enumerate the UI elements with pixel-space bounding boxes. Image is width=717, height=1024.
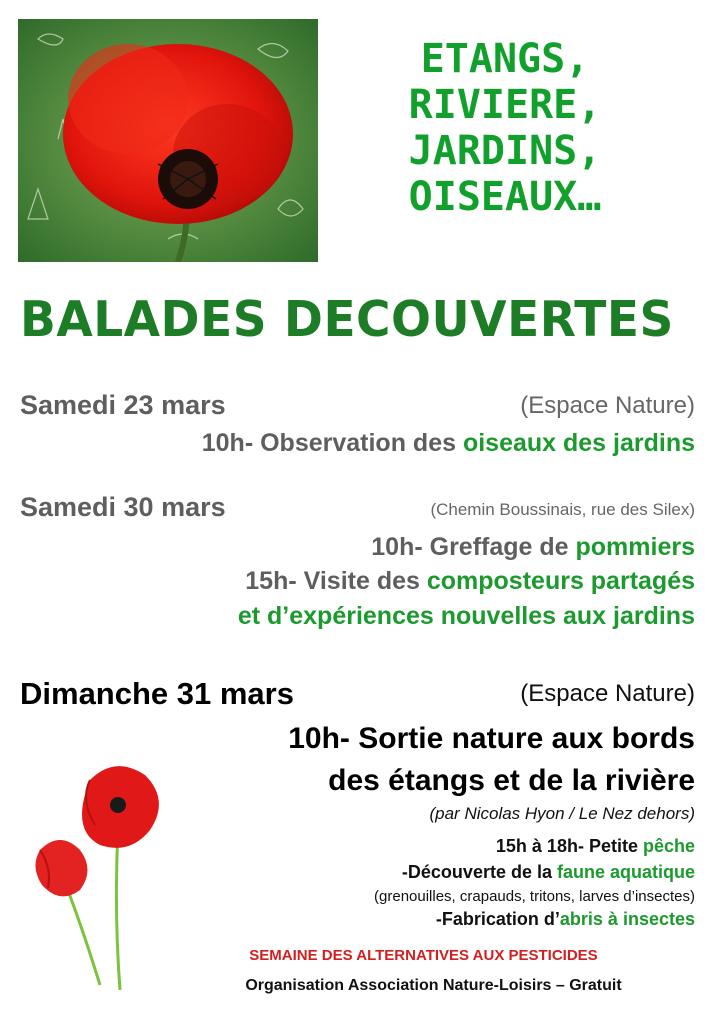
event-line: [202, 429, 695, 458]
event-line-highlight: oiseaux des jardins: [462, 429, 695, 457]
event-day: Samedi 23 mars: [20, 390, 226, 420]
event-place: (Espace Nature): [520, 392, 695, 419]
headline-line: ETANGS,: [420, 36, 590, 82]
page-title: BALADES DECOUVERTES: [20, 291, 674, 348]
organisation-line: Organisation Association Nature-Loisirs – Gratuit: [245, 977, 622, 994]
event-sub-highlight: abris à insectes: [559, 909, 695, 929]
headline-line: JARDINS,: [408, 128, 602, 174]
event-place: (Espace Nature): [520, 680, 695, 707]
event-line-highlight: pommiers: [575, 533, 695, 561]
event-day: Dimanche 31 mars: [20, 676, 294, 711]
event-sub-line: [436, 909, 695, 930]
event-line-highlight: composteurs partagés: [426, 567, 695, 595]
event-line: des étangs et de la rivière: [328, 764, 695, 797]
campaign-banner: SEMAINE DES ALTERNATIVES AUX PESTICIDES: [249, 947, 598, 964]
event-sub-text: -Découverte de la: [401, 862, 557, 882]
event-place: (Chemin Boussinais, rue des Silex): [430, 500, 695, 519]
poppy-photo-image: [18, 19, 318, 262]
event-sub-line: [496, 836, 695, 857]
headline-line: OISEAUX…: [408, 174, 602, 220]
event-sub-text: 15h à 18h- Petite: [495, 836, 643, 856]
event-day: Samedi 30 mars: [20, 492, 226, 522]
event-sub-line: [402, 862, 695, 883]
event-line: [371, 533, 695, 562]
event-line-text: 10h- Observation des: [201, 429, 463, 457]
event-line: 10h- Sortie nature aux bords: [288, 722, 695, 755]
event-sub-highlight: faune aquatique: [556, 862, 695, 882]
headline-line: RIVIERE,: [408, 82, 602, 128]
poppy-photo: [18, 19, 318, 262]
headline: [360, 36, 650, 220]
event-line: [238, 602, 695, 631]
event-line-highlight: et d’expériences nouvelles aux jardins: [237, 602, 695, 630]
event-line: [245, 567, 695, 596]
event-sub-text: -Fabrication d’: [435, 909, 560, 929]
event-sub-detail: (grenouilles, crapauds, tritons, larves d’insectes): [374, 888, 695, 905]
event-credit: (par Nicolas Hyon / Le Nez dehors): [429, 804, 695, 823]
event-line-text: 15h- Visite des: [245, 567, 427, 595]
event-sub-highlight: pêche: [642, 836, 695, 856]
event-line-text: 10h- Greffage de: [371, 533, 576, 561]
